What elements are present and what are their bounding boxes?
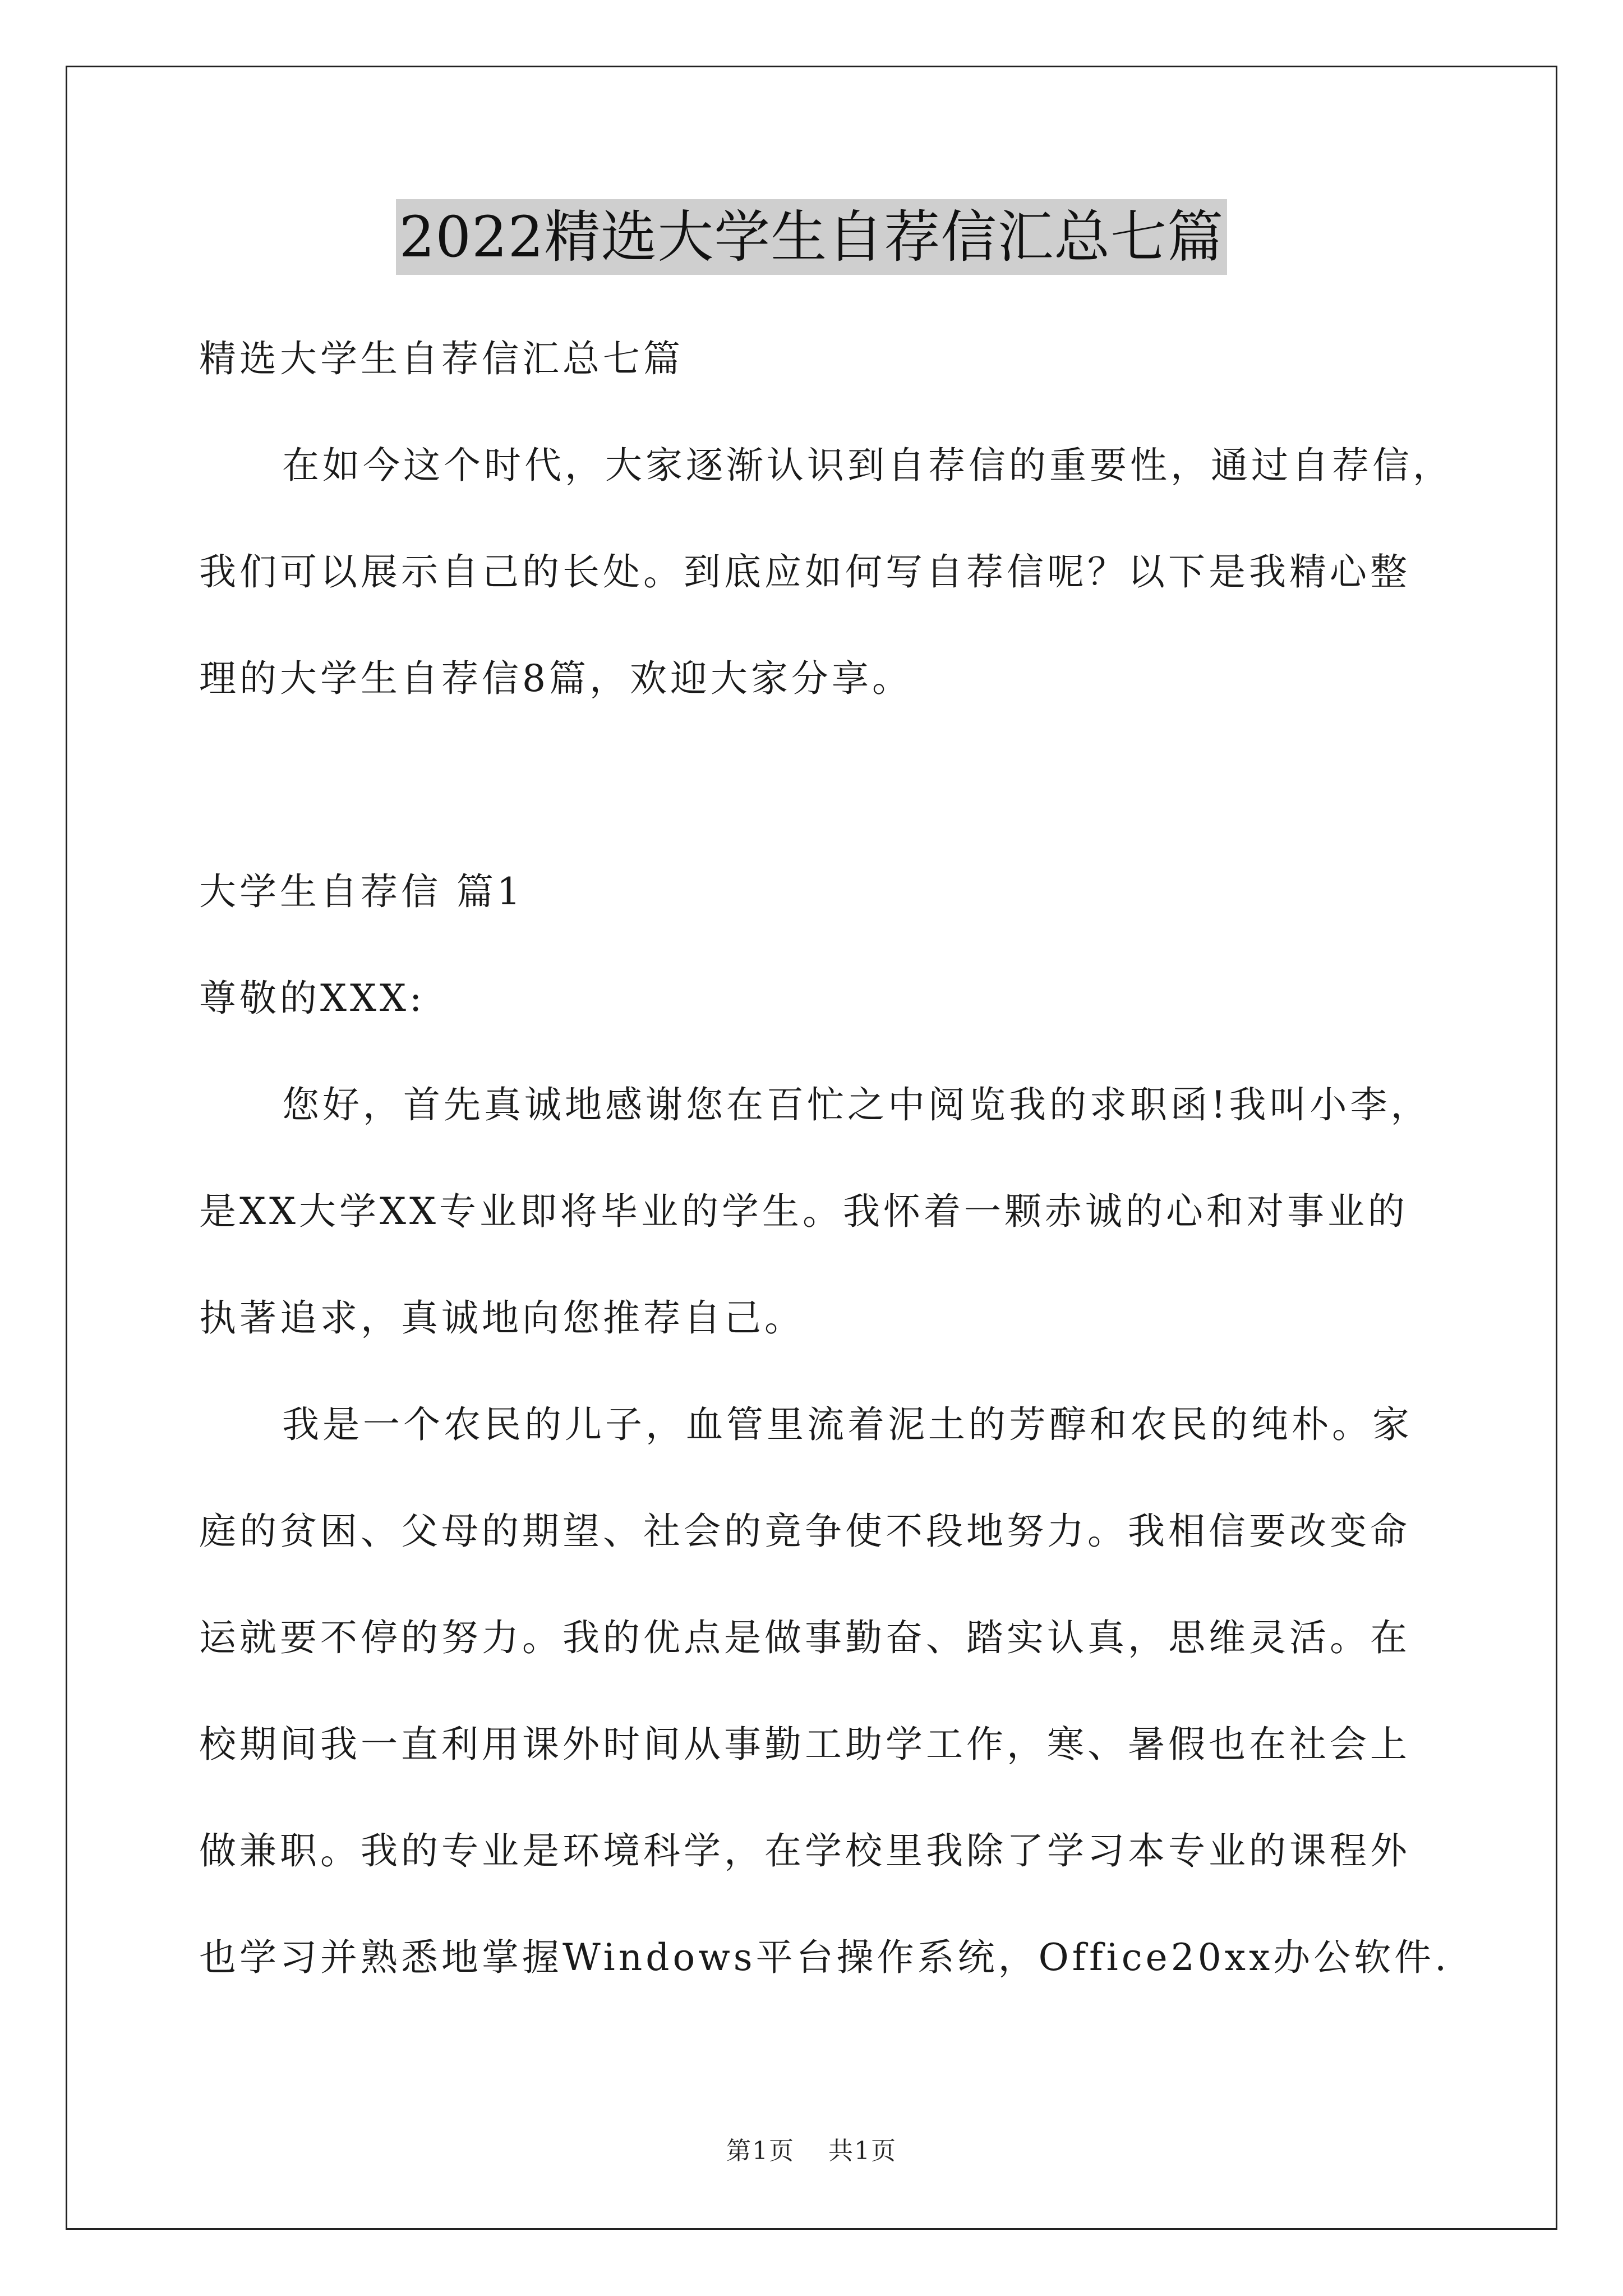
salutation: 尊敬的XXX:	[199, 977, 426, 1020]
page-total: 共1页	[828, 2137, 897, 2165]
paragraph-line: 运就要不停的努力。我的优点是做事勤奋、踏实认真，思维灵活。在	[199, 1616, 1410, 1659]
subtitle: 精选大学生自荐信汇总七篇	[199, 337, 684, 380]
section-heading: 大学生自荐信 篇1	[199, 870, 524, 913]
paragraph-line: 也学习并熟悉地掌握Windows平台操作系统，Office20xx办公软件.	[199, 1936, 1450, 1979]
page-footer	[0, 2131, 1623, 2166]
intro-line: 我们可以展示自己的长处。到底应如何写自荐信呢？以下是我精心整	[199, 550, 1410, 593]
paragraph-line: 做兼职。我的专业是环境科学，在学校里我除了学习本专业的课程外	[199, 1829, 1410, 1872]
paragraph-line: 是XX大学XX专业即将毕业的学生。我怀着一颗赤诚的心和对事业的	[199, 1190, 1408, 1233]
paragraph-line: 庭的贫困、父母的期望、社会的竟争使不段地努力。我相信要改变命	[199, 1510, 1410, 1553]
paragraph-line: 我是一个农民的儿子，血管里流着泥土的芳醇和农民的纯朴。家	[282, 1403, 1413, 1446]
title-container	[0, 199, 1623, 275]
document-title: 2022精选大学生自荐信汇总七篇	[396, 199, 1228, 275]
paragraph-line: 校期间我一直利用课外时间从事勤工助学工作，寒、暑假也在社会上	[199, 1723, 1410, 1766]
document-body	[199, 306, 1453, 2011]
intro-line: 理的大学生自荐信8篇，欢迎大家分享。	[199, 657, 912, 700]
paragraph-line: 执著追求，真诚地向您推荐自己。	[199, 1296, 805, 1340]
paragraph-gap	[199, 732, 1433, 839]
paragraph-line: 您好，首先真诚地感谢您在百忙之中阅览我的求职函!我叫小李，	[282, 1083, 1431, 1126]
intro-line: 在如今这个时代，大家逐渐认识到自荐信的重要性，通过自荐信，	[282, 444, 1453, 487]
page-number: 第1页	[726, 2137, 795, 2165]
